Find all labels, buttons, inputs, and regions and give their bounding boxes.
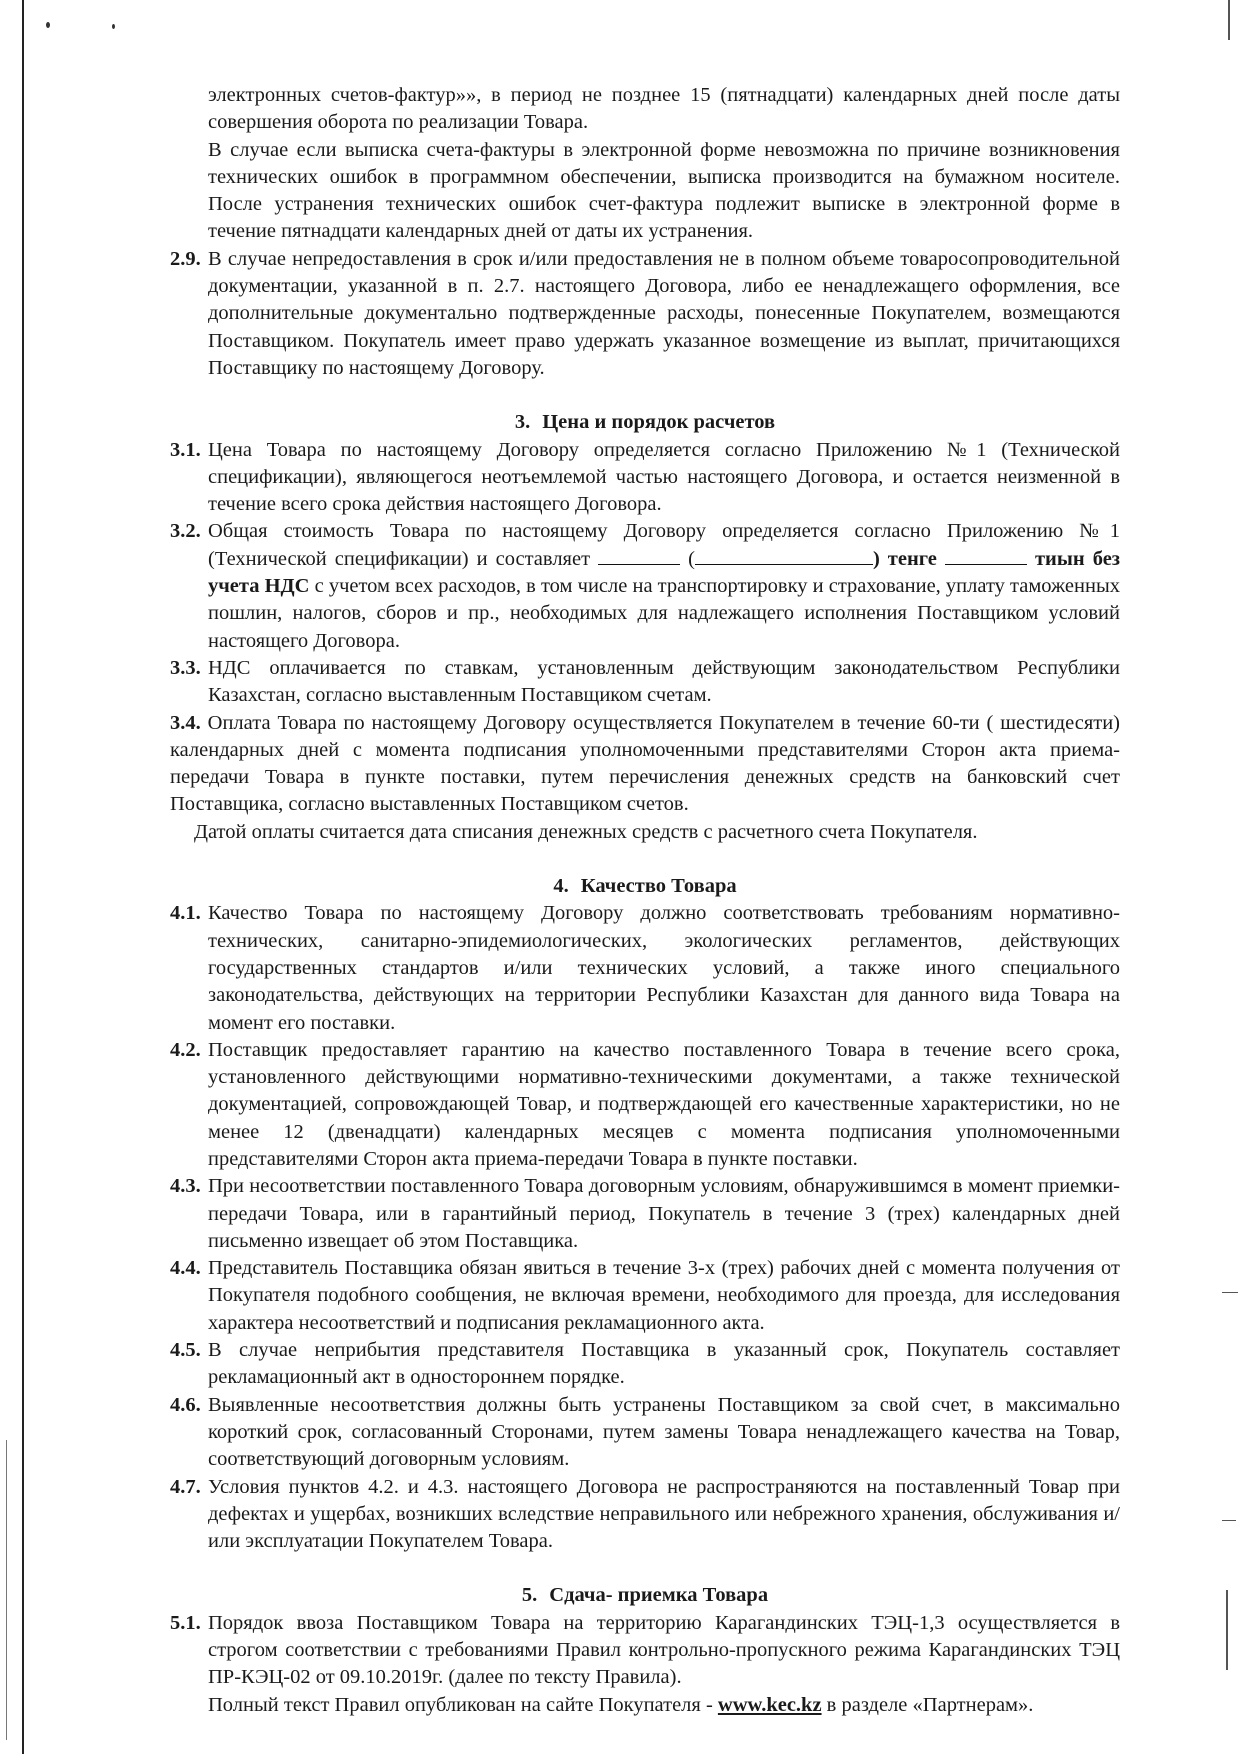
clause-text: НДС оплачивается по ставкам, установленным действующим законодательством Республики Казахстан, согласно выставленным Поставщиком счетам. [208,656,1120,707]
clause-4-5 [170,1337,1120,1392]
clause-number: 5.1. [170,1611,201,1634]
section-title: Сдача- приемка Товара [549,1584,769,1607]
clause-number: 3.3. [170,656,201,679]
clause-3-3 [170,655,1120,710]
clause-text: Поставщик предоставляет гарантию на качество поставленного Товара в течение всего срока, установленного действующими нормативно-техническими документами, а также технической документацией, сопровождающей Товар, и подтверждающей его качественные характеристики, но не менее 12 (двенадцати) календарных месяцев с момента подписания уполномоченными представителями Сторон акта приема-передачи Товара в пункте поставки. [208,1038,1120,1170]
clause-text: Порядок ввоза Поставщиком Товара на территорию Карагандинских ТЭЦ-1,3 осуществляется в строгом соответствии с требованиями Правил контрольно-пропускного режима Карагандинских ТЭЦ ПР-КЭЦ-02 от 09.10.2019г. (далее по тексту Правила). [208,1611,1120,1689]
clause-2-9 [170,246,1120,382]
clause-number: 4.1. [170,902,201,925]
clause-number: 4.3. [170,1175,201,1198]
clause-text: Цена Товара по настоящему Договору определяется согласно Приложению №1 (Технической спецификации), являющегося неотъемлемой частью настоящего Договора, и остается неизменной в течение всего срока действия настоящего Договора. [208,438,1120,516]
section-heading-4 [170,873,1120,900]
section-heading-5 [170,1582,1120,1609]
scan-margin-mark [1222,1292,1238,1293]
website-link[interactable]: www.kec.kz [717,1693,822,1716]
section-title: Цена и порядок расчетов [542,411,776,434]
scan-speck [112,24,115,29]
scan-margin-mark [1226,1590,1228,1670]
clause-number: 4.5. [170,1339,201,1362]
clause-number: 2.9. [170,247,201,270]
amount-words-blank[interactable] [695,546,873,565]
clause-number: 3.2. [170,520,201,543]
document-body [170,82,1120,1719]
clause-3-4 [170,710,1120,819]
rules-text: в разделе «Партнерам». [826,1693,1034,1716]
clause-text: Общая стоимость Товара по настоящему Договору определяется согласно Приложению №1 (Технической спецификации) и составляет [208,520,1120,570]
clause-number: 4.4. [170,1257,201,1280]
clause-text: Выявленные несоответствия должны быть устранены Поставщиком за свой счет, в максимально короткий срок, согласованный Сторонами, путем замены Товара ненадлежащего качества на Товар, соответствующий договорным условиям. [208,1393,1120,1471]
scan-margin-mark [1228,0,1230,40]
paragraph-continuation: электронных счетов-фактур»», в период не позднее 15 (пятнадцати) календарных дней после даты совершения оборота по реализации Товара. [208,84,1120,134]
clause-4-7 [170,1474,1120,1556]
clause-4-2 [170,1037,1120,1173]
clause-4-3 [170,1173,1120,1255]
scan-edge-line [6,1440,7,1740]
clause-text: с учетом всех расходов, в том числе на транспортировку и страхование, уплату таможенных пошлин, налогов, сборов и пр., необходимых для надлежащего исполнения Поставщиком условий настоящего Договора. [208,575,1120,652]
clause-text: Условия пунктов 4.2. и 4.3. настоящего Договора не распространяются на поставленный Товар при дефектах и ущербах, возникших вследствие неправильного или небрежного хранения, обслуживания и/или эксплуатации Покупателем Товара. [208,1475,1120,1553]
clause-text: Представитель Поставщика обязан явиться в течение 3-х (трех) рабочих дней с момента получения от Покупателя подобного сообщения, не включая времени, необходимого для проезда, для исследования характера несоответствий и подписания рекламационного акта. [208,1257,1120,1334]
paragraph-rules-link [170,1692,1120,1719]
clause-text: ( [688,547,695,570]
rules-text: Полный текст Правил опубликован на сайте Покупателя - [208,1693,713,1716]
clause-number: 3.4. [170,711,201,734]
clause-4-1 [170,900,1120,1036]
binding-edge-line [22,0,24,1754]
section-number: 4. [553,875,569,898]
scan-speck [46,22,50,28]
clause-text-bold: тиын без учета НДС [208,547,1121,598]
section-title: Качество Товара [580,875,737,898]
clause-3-1 [170,437,1120,519]
clause-number: 3.1. [170,438,201,461]
clause-5-1 [170,1610,1120,1692]
clause-3-2 [170,518,1120,654]
section-number: 3. [514,411,531,434]
clause-number: 4.6. [170,1393,201,1416]
section-heading-3 [170,409,1120,436]
paragraph-payment-date: Датой оплаты считается дата списания денежных средств с расчетного счета Покупателя. [194,820,978,843]
scan-margin-mark [1222,1520,1236,1521]
clause-4-4 [170,1255,1120,1337]
clause-text: В случае неприбытия представителя Поставщика в указанный срок, Покупатель составляет рекламационный акт в одностороннем порядке. [208,1339,1120,1389]
section-number: 5. [521,1584,538,1607]
clause-text: При несоответствии поставленного Товара договорным условиям, обнаружившимся в момент приемки-передачи Товара, или в гарантийный период, Покупатель в течение 3 (трех) календарных дней письменно извещает об этом Поставщика. [208,1175,1120,1252]
amount-blank[interactable] [598,546,680,565]
clause-4-6 [170,1392,1120,1474]
clause-text: ) тенге [872,547,937,570]
paragraph-invoice-case: В случае если выписка счета-фактуры в электронной форме невозможна по причине возникновения технических ошибок в программном обеспечении, выписка производится на бумажном носителе. После устранения технических ошибок счет-фактура подлежит выписке в электронной форме в течение пятнадцати календарных дней от даты их устранения. [208,138,1120,243]
clause-number: 4.2. [170,1038,201,1061]
clause-text: В случае непредоставления в срок и/или предоставления не в полном объеме товаросопроводительной документации, указанной в п. 2.7. настоящего Договора, либо ее ненадлежащего оформления, все дополнительные документально подтвержденные расходы, понесенные Покупателем, возмещаются Поставщиком. Покупатель имеет право удержать указанное возмещение из выплат, причитающихся Поставщику по настоящему Договору. [208,247,1120,379]
clause-text: Оплата Товара по настоящему Договору осуществляется Покупателем в течение 60-ти ( шестидесяти) календарных дней с момента подписания уполномоченными представителями Сторон акта приема- передачи Товара в пункте поставки, путем перечисления денежных средств на банковский счет Поставщика, согласно выставленных Поставщиком счетов. [170,711,1120,816]
tiyn-blank[interactable] [945,546,1027,565]
clause-number: 4.7. [170,1475,201,1498]
clause-text: Качество Товара по настоящему Договору должно соответствовать требованиям нормативно-технических, санитарно-эпидемиологических, экологических регламентов, действующих государственных стандартов и/или технических условий, а также иного специального законодательства, действующих на территории Республики Казахстан для данного вида Товара на момент его поставки. [208,902,1120,1034]
